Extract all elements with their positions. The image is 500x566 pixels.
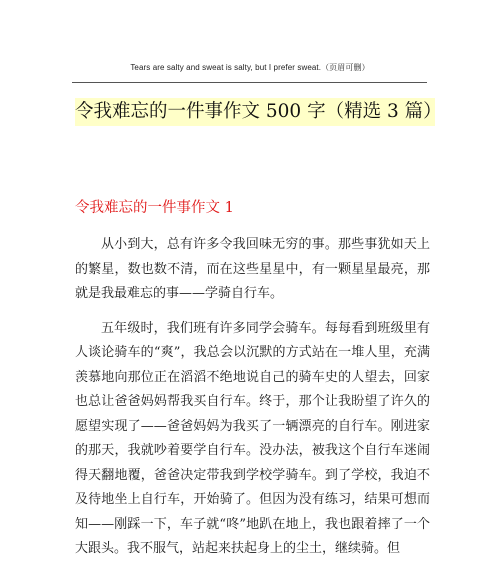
section-heading: 令我难忘的一件事作文 1 [75,200,234,216]
page-header-motto: Tears are salty and sweat is salty, but I prefer sweat.（页眉可删） [130,63,370,72]
header-divider [72,82,427,83]
document-title: 令我难忘的一件事作文 500 字（精选 3 篇） [75,98,435,126]
paragraph: 从小到大，总有许多令我回味无穷的事。那些事犹如天上的繁星，数也数不清，而在这些星星中，有一颗星星最亮，那就是我最难忘的事——学骑自行车。 [75,237,430,301]
paragraph: 五年级时，我们班有许多同学会骑车。每每看到班级里有人谈论骑车的“爽”，我总会以沉默的方式站在一堆人里，充满羡慕地向那位正在滔滔不绝地说自己的骑车史的人望去，回家也总让爸爸妈妈帮我买自行车。终于，那个让我盼望了许久的愿望实现了——爸爸妈妈为我买了一辆漂亮的自行车。刚进家的那天，我就吵着要学自行车。没办法，被我这个自行车迷闹得天翻地覆，爸爸决定带我到学校学骑车。到了学校，我迫不及待地坐上自行车，开始骑了。但因为没有练习，结果可想而知——刚踩一下，车子就“咚”地趴在地上，我也跟着摔了一个大跟头。我不服气，站起来扶起身上的尘土，继续骑。但 [75,320,430,556]
essay-body [75,233,430,566]
